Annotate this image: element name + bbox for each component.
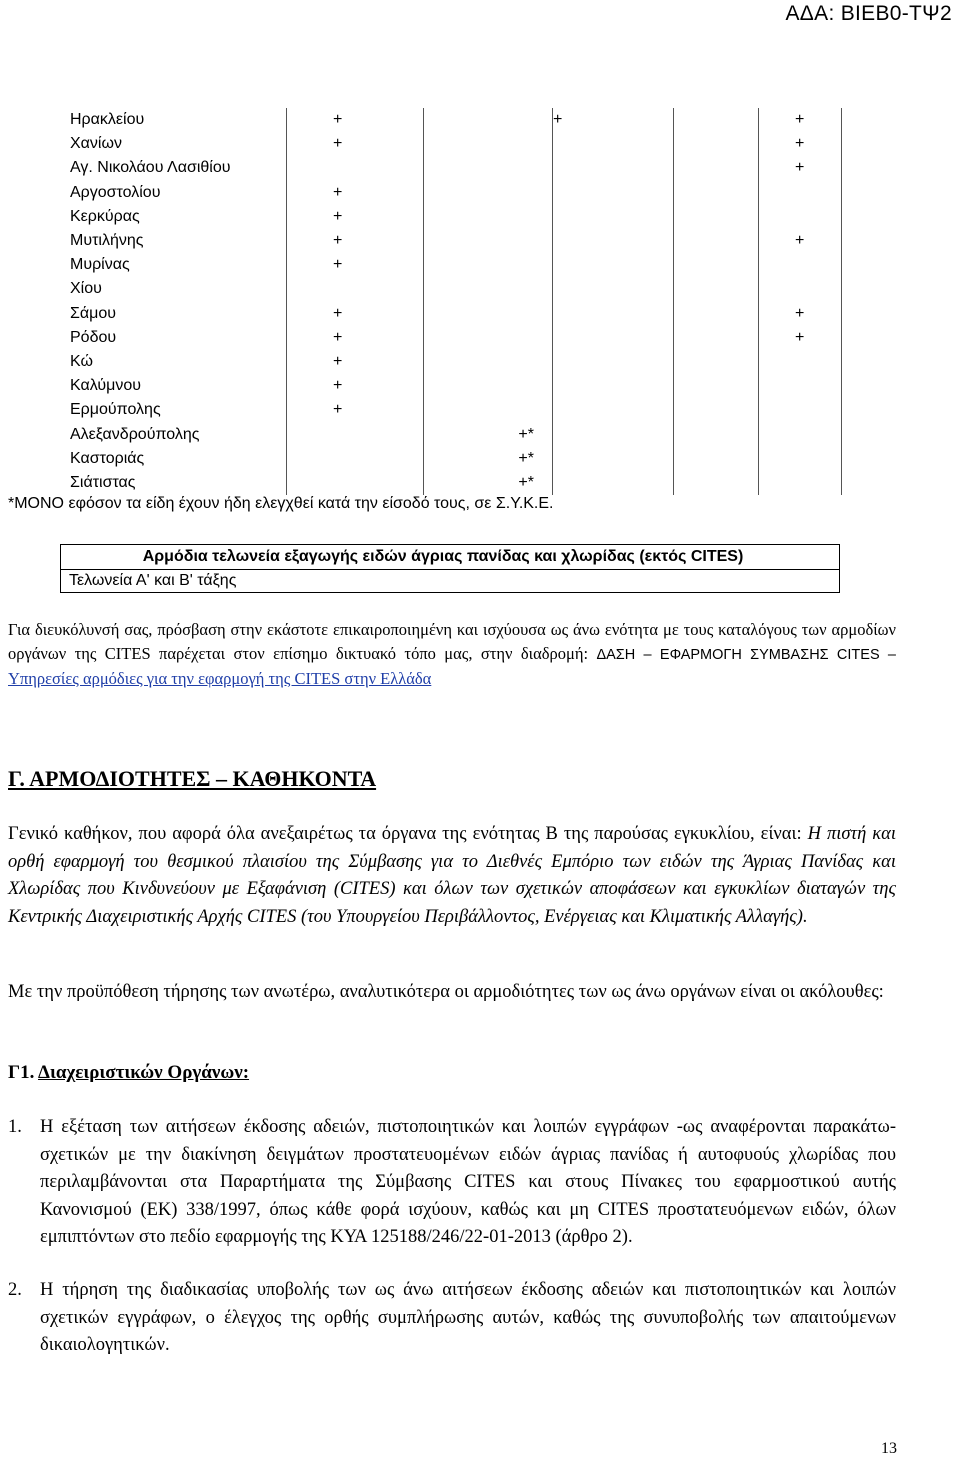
- authority-mark-cell: +: [287, 398, 424, 422]
- authority-mark-cell: +: [759, 302, 842, 326]
- authority-mark-cell: [553, 253, 674, 277]
- cites-authorities-link[interactable]: Υπηρεσίες αρμόδιες για την εφαρμογή της CITES στην Ελλάδα: [8, 669, 432, 688]
- authority-mark-cell: [759, 374, 842, 398]
- authority-mark-cell: [553, 229, 674, 253]
- authority-mark-cell: +*: [424, 447, 553, 471]
- authority-mark-cell: +: [287, 326, 424, 350]
- authority-mark-cell: [424, 229, 553, 253]
- customs-office-name: Αγ. Νικολάου Λασιθίου: [64, 156, 287, 180]
- authority-mark-cell: [424, 205, 553, 229]
- access-path: ΔΑΣΗ – ΕΦΑΡΜΟΓΗ ΣΥΜΒΑΣΗΣ CITES –: [596, 647, 896, 663]
- customs-office-name: Χανίων: [64, 132, 287, 156]
- subsection-label: Διαχειριστικών Οργάνων:: [38, 1062, 250, 1083]
- list-item: [8, 1114, 896, 1252]
- authority-mark-cell: +: [287, 374, 424, 398]
- authority-mark-cell: [759, 422, 842, 446]
- customs-office-name: Κερκύρας: [64, 205, 287, 229]
- table-row: [64, 302, 842, 326]
- authority-mark-cell: [424, 277, 553, 301]
- authority-mark-cell: [287, 447, 424, 471]
- authority-mark-cell: +: [287, 229, 424, 253]
- page-number: 13: [881, 1440, 897, 1457]
- authority-mark-cell: [424, 374, 553, 398]
- table-row: [64, 326, 842, 350]
- customs-office-name: Αλεξανδρούπολης: [64, 422, 287, 446]
- authority-mark-cell: [424, 326, 553, 350]
- authority-mark-cell: [759, 181, 842, 205]
- table-row: [64, 422, 842, 446]
- table-row: [64, 132, 842, 156]
- table-row: [64, 277, 842, 301]
- authority-mark-cell: +: [287, 302, 424, 326]
- authority-mark-cell: [759, 398, 842, 422]
- customs-office-name: Κώ: [64, 350, 287, 374]
- authority-mark-cell: +: [287, 205, 424, 229]
- general-duty-italic: Η πιστή και ορθή εφαρμογή του θεσμικού πλαισίου της Σύμβασης για το Διεθνές Εμπόριο των ειδών της Άγριας Πανίδας και Χλωρίδας που Κινδυνεύουν με Εξαφάνιση (CITES) και όλων των σχετικών αποφάσεων και εγκυκλίων διαταγών της Κεντρικής Διαχειριστικής Αρχής CITES (του Υπουργείου Περιβάλλοντος, Ενέργειας και Κλιματικής Αλλαγής).: [8, 824, 896, 927]
- table-row: [64, 156, 842, 180]
- export-customs-heading: Αρμόδια τελωνεία εξαγωγής ειδών άγριας πανίδας και χλωρίδας (εκτός CITES): [60, 544, 840, 570]
- authority-mark-cell: [553, 398, 674, 422]
- authority-mark-cell: +: [759, 326, 842, 350]
- table-row: [64, 205, 842, 229]
- general-duty-lead: Γενικό καθήκον, που αφορά όλα ανεξαιρέτως τα όργανα της ενότητας Β της παρούσας εγκυκλίου, είναι:: [8, 824, 802, 844]
- authority-mark-cell: [424, 253, 553, 277]
- access-text: Για διευκόλυνσή σας, πρόσβαση στην εκάστοτε επικαιροποιημένη και ισχύουσα ως άνω ενότητα με τους καταλόγους των αρμοδίων οργάνων της CITES παρέχεται στον επίσημο δικτυακό τόπο μας, στην διαδρομή:: [8, 620, 896, 663]
- table-row: [64, 471, 842, 495]
- table-row: [64, 398, 842, 422]
- authority-mark-cell: +: [287, 181, 424, 205]
- authority-mark-cell: [674, 302, 759, 326]
- customs-office-name: Αργοστολίου: [64, 181, 287, 205]
- authority-mark-cell: [759, 447, 842, 471]
- authority-mark-cell: [424, 398, 553, 422]
- table-row: [64, 108, 842, 132]
- subsection-number: Γ1.: [8, 1062, 35, 1083]
- authority-mark-cell: +*: [424, 422, 553, 446]
- authority-mark-cell: [674, 108, 759, 132]
- authority-mark-cell: [553, 422, 674, 446]
- list-item-number: 1.: [8, 1117, 22, 1137]
- authority-mark-cell: [674, 374, 759, 398]
- authority-mark-cell: [674, 447, 759, 471]
- customs-office-name: Καστοριάς: [64, 447, 287, 471]
- authority-mark-cell: [674, 205, 759, 229]
- authority-mark-cell: [674, 422, 759, 446]
- authority-mark-cell: [287, 156, 424, 180]
- list-item-number: 2.: [8, 1280, 22, 1300]
- authority-mark-cell: [553, 350, 674, 374]
- section-title: Γ. ΑΡΜΟΔΙΟΤΗΤΕΣ – ΚΑΘΗΚΟΝΤΑ: [8, 766, 377, 791]
- authority-mark-cell: +: [287, 253, 424, 277]
- authority-mark-cell: [674, 253, 759, 277]
- authority-mark-cell: +: [287, 132, 424, 156]
- customs-office-name: Σιάτιστας: [64, 471, 287, 495]
- authority-mark-cell: [424, 156, 553, 180]
- authority-mark-cell: [553, 326, 674, 350]
- authority-mark-cell: [674, 326, 759, 350]
- list-item: [8, 1277, 896, 1360]
- table-row: [64, 253, 842, 277]
- authority-mark-cell: [287, 277, 424, 301]
- customs-table: [64, 108, 842, 495]
- authority-mark-cell: [759, 277, 842, 301]
- authority-mark-cell: [424, 350, 553, 374]
- authority-mark-cell: +: [287, 108, 424, 132]
- authority-mark-cell: [553, 374, 674, 398]
- list-item-text: Η τήρηση της διαδικασίας υποβολής των ως άνω αιτήσεων έκδοσης αδειών και πιστοποιητικών και λοιπών σχετικών εγγράφων, ο έλεγχος της ορθής συμπλήρωσης αυτών, καθώς της συνυποβολής των απαιτούμενων δικαιολογητικών.: [40, 1280, 896, 1355]
- table-row: [64, 350, 842, 374]
- customs-office-name: Ηρακλείου: [64, 108, 287, 132]
- table-row: [64, 181, 842, 205]
- authority-mark-cell: +*: [424, 471, 553, 495]
- export-customs-box: [60, 544, 840, 593]
- authority-mark-cell: +: [287, 350, 424, 374]
- access-paragraph: [8, 618, 896, 691]
- authority-mark-cell: +: [759, 132, 842, 156]
- customs-office-name: Ερμούπολης: [64, 398, 287, 422]
- authority-mark-cell: [759, 471, 842, 495]
- authority-mark-cell: [424, 132, 553, 156]
- ada-header: ΑΔΑ: ΒΙΕΒ0-ΤΨ2: [785, 2, 952, 25]
- customs-table-body: [64, 108, 842, 495]
- authority-mark-cell: [674, 132, 759, 156]
- table-row: [64, 374, 842, 398]
- authority-mark-cell: [287, 471, 424, 495]
- export-customs-body: Τελωνεία Α' και Β' τάξης: [60, 570, 840, 593]
- authority-mark-cell: [674, 398, 759, 422]
- table-row: [64, 447, 842, 471]
- customs-office-name: Σάμου: [64, 302, 287, 326]
- authority-mark-cell: [553, 205, 674, 229]
- authority-mark-cell: [674, 277, 759, 301]
- table-footnote: *ΜΟΝΟ εφόσον τα είδη έχουν ήδη ελεγχθεί κατά την είσοδό τους, σε Σ.Υ.Κ.Ε.: [8, 495, 554, 512]
- authority-mark-cell: [553, 302, 674, 326]
- authority-mark-cell: [287, 422, 424, 446]
- authority-mark-cell: [553, 156, 674, 180]
- customs-office-name: Καλύμνου: [64, 374, 287, 398]
- authority-mark-cell: [424, 302, 553, 326]
- authority-mark-cell: [553, 471, 674, 495]
- authority-mark-cell: [759, 253, 842, 277]
- authority-mark-cell: +: [759, 229, 842, 253]
- authority-mark-cell: [674, 471, 759, 495]
- list-item-text: Η εξέταση των αιτήσεων έκδοσης αδειών, πιστοποιητικών και λοιπών εγγράφων -ως αναφέρονται παρακάτω- σχετικών με την διακίνηση δειγμάτων προστατευομένων ειδών άγριας πανίδας ή αυτοφυούς χλωρίδας που περιλαμβάνονται στα Παραρτήματα της Σύμβασης CITES και στους Πίνακες του εφαρμοστικού αυτής Κανονισμού (ΕΚ) 338/1997, όπως κάθε φορά ισχύουν, καθώς και μη CITES προστατευόμενων ειδών, όλων εμπιπτόντων στο πεδίο εφαρμογής της ΚΥΑ 125188/246/22-01-2013 (άρθρο 2).: [40, 1117, 896, 1247]
- general-duty-paragraph: [8, 821, 896, 931]
- customs-office-name: Χίου: [64, 277, 287, 301]
- authority-mark-cell: [553, 447, 674, 471]
- authority-mark-cell: [553, 181, 674, 205]
- authority-mark-cell: [674, 181, 759, 205]
- authority-mark-cell: [759, 350, 842, 374]
- customs-office-name: Μυρίνας: [64, 253, 287, 277]
- authority-mark-cell: +: [553, 108, 674, 132]
- authority-mark-cell: [424, 181, 553, 205]
- authority-mark-cell: [553, 277, 674, 301]
- subsection-title: [8, 1062, 249, 1084]
- customs-office-name: Ρόδου: [64, 326, 287, 350]
- authority-mark-cell: [674, 350, 759, 374]
- authority-mark-cell: [674, 229, 759, 253]
- authority-mark-cell: +: [759, 156, 842, 180]
- authority-mark-cell: [674, 156, 759, 180]
- intro-paragraph: Με την προϋπόθεση τήρησης των ανωτέρω, αναλυτικότερα οι αρμοδιότητες των ως άνω οργάνων είναι οι ακόλουθες:: [8, 982, 884, 1002]
- authority-mark-cell: [424, 108, 553, 132]
- table-row: [64, 229, 842, 253]
- authority-mark-cell: [759, 205, 842, 229]
- customs-office-name: Μυτιλήνης: [64, 229, 287, 253]
- authority-mark-cell: [553, 132, 674, 156]
- authority-mark-cell: +: [759, 108, 842, 132]
